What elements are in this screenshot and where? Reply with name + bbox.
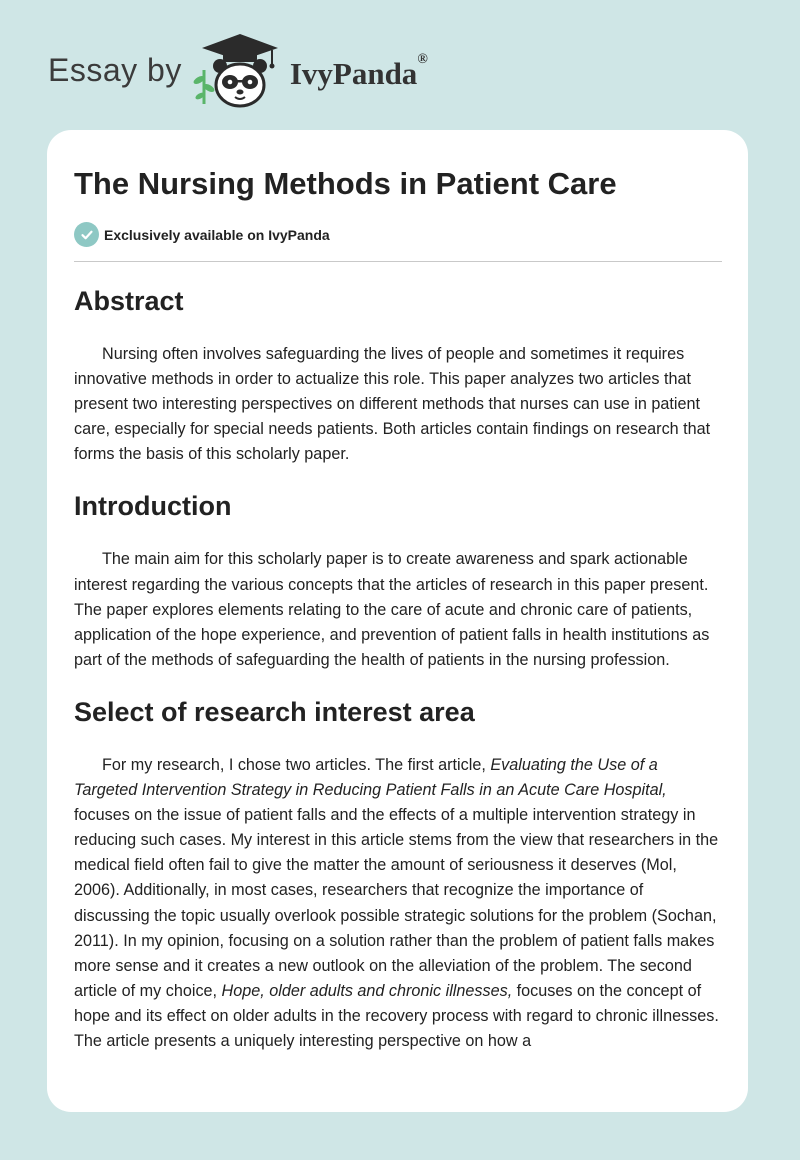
section-paragraph: Nursing often involves safeguarding the lives of people and sometimes it requires innovative methods in order to actualize this role. This paper analyzes two articles that present two interesting perspectives on different methods that nurses can use in patient care, especially for special needs patients. Both articles contain findings on research that forms the basis of this scholarly paper.: [74, 345, 711, 464]
essay-card: [47, 130, 748, 1112]
brand-prefix: Essay by: [48, 51, 182, 88]
check-circle-icon: [74, 222, 99, 247]
brand-header[interactable]: [48, 30, 428, 110]
section-paragraph: For my research, I chose two articles. The first article, Evaluating the Use of a Targeted Intervention Strategy in Reducing Patient Falls in an Acute Care Hospital, focuses on the issue of patient falls and the effects of a multiple intervention strategy in reducing such cases. My interest in this article stems from the view that researchers in the medical field often fail to give the matter the amount of seriousness it deserves (Mol, 2006). Additionally, in most cases, researchers that recognize the importance of discussing the topic usually overlook possible strategic solutions for the problem (Sochan, 2011). In my opinion, focusing on a solution rather than the problem of patient falls makes more sense and it creates a new outlook on the alleviation of the problem. The second article of my choice, Hope, older adults and chronic illnesses, focuses on the concept of hope and its effect on older adults in the recovery process with regard to chronic illnesses. The article presents a uniquely interesting perspective on how a: [74, 755, 719, 1050]
section-heading: Abstract: [74, 286, 184, 316]
panda-logo-icon: [192, 30, 288, 110]
section-heading: Introduction: [74, 491, 232, 522]
exclusive-label: Exclusively available on IvyPanda: [104, 226, 330, 243]
section-heading: Select of research interest area: [74, 696, 475, 727]
registered-mark: ®: [417, 52, 428, 67]
essay-title: The Nursing Methods in Patient Care: [74, 166, 617, 201]
article-title-1: Evaluating the Use of a Targeted Intervention Strategy in Reducing Patient Falls in an Acute Care Hospital,: [74, 755, 667, 800]
exclusive-badge: [74, 222, 722, 262]
brand-name: IvyPanda®: [289, 52, 428, 91]
section-abstract: [74, 284, 722, 467]
section-introduction: [74, 489, 722, 672]
article-title-2: Hope, older adults and chronic illnesses,: [221, 981, 513, 1000]
section-research-interest: [74, 695, 722, 1054]
section-paragraph: The main aim for this scholarly paper is to create awareness and spark actionable interest regarding the various concepts that the articles of research in this paper present. The paper explores elements relating to the care of acute and chronic care of patients, application of the hope experience, and prevention of patient falls in health institutions as part of the methods of safeguarding the health of patients in the nursing profession.: [74, 550, 710, 669]
